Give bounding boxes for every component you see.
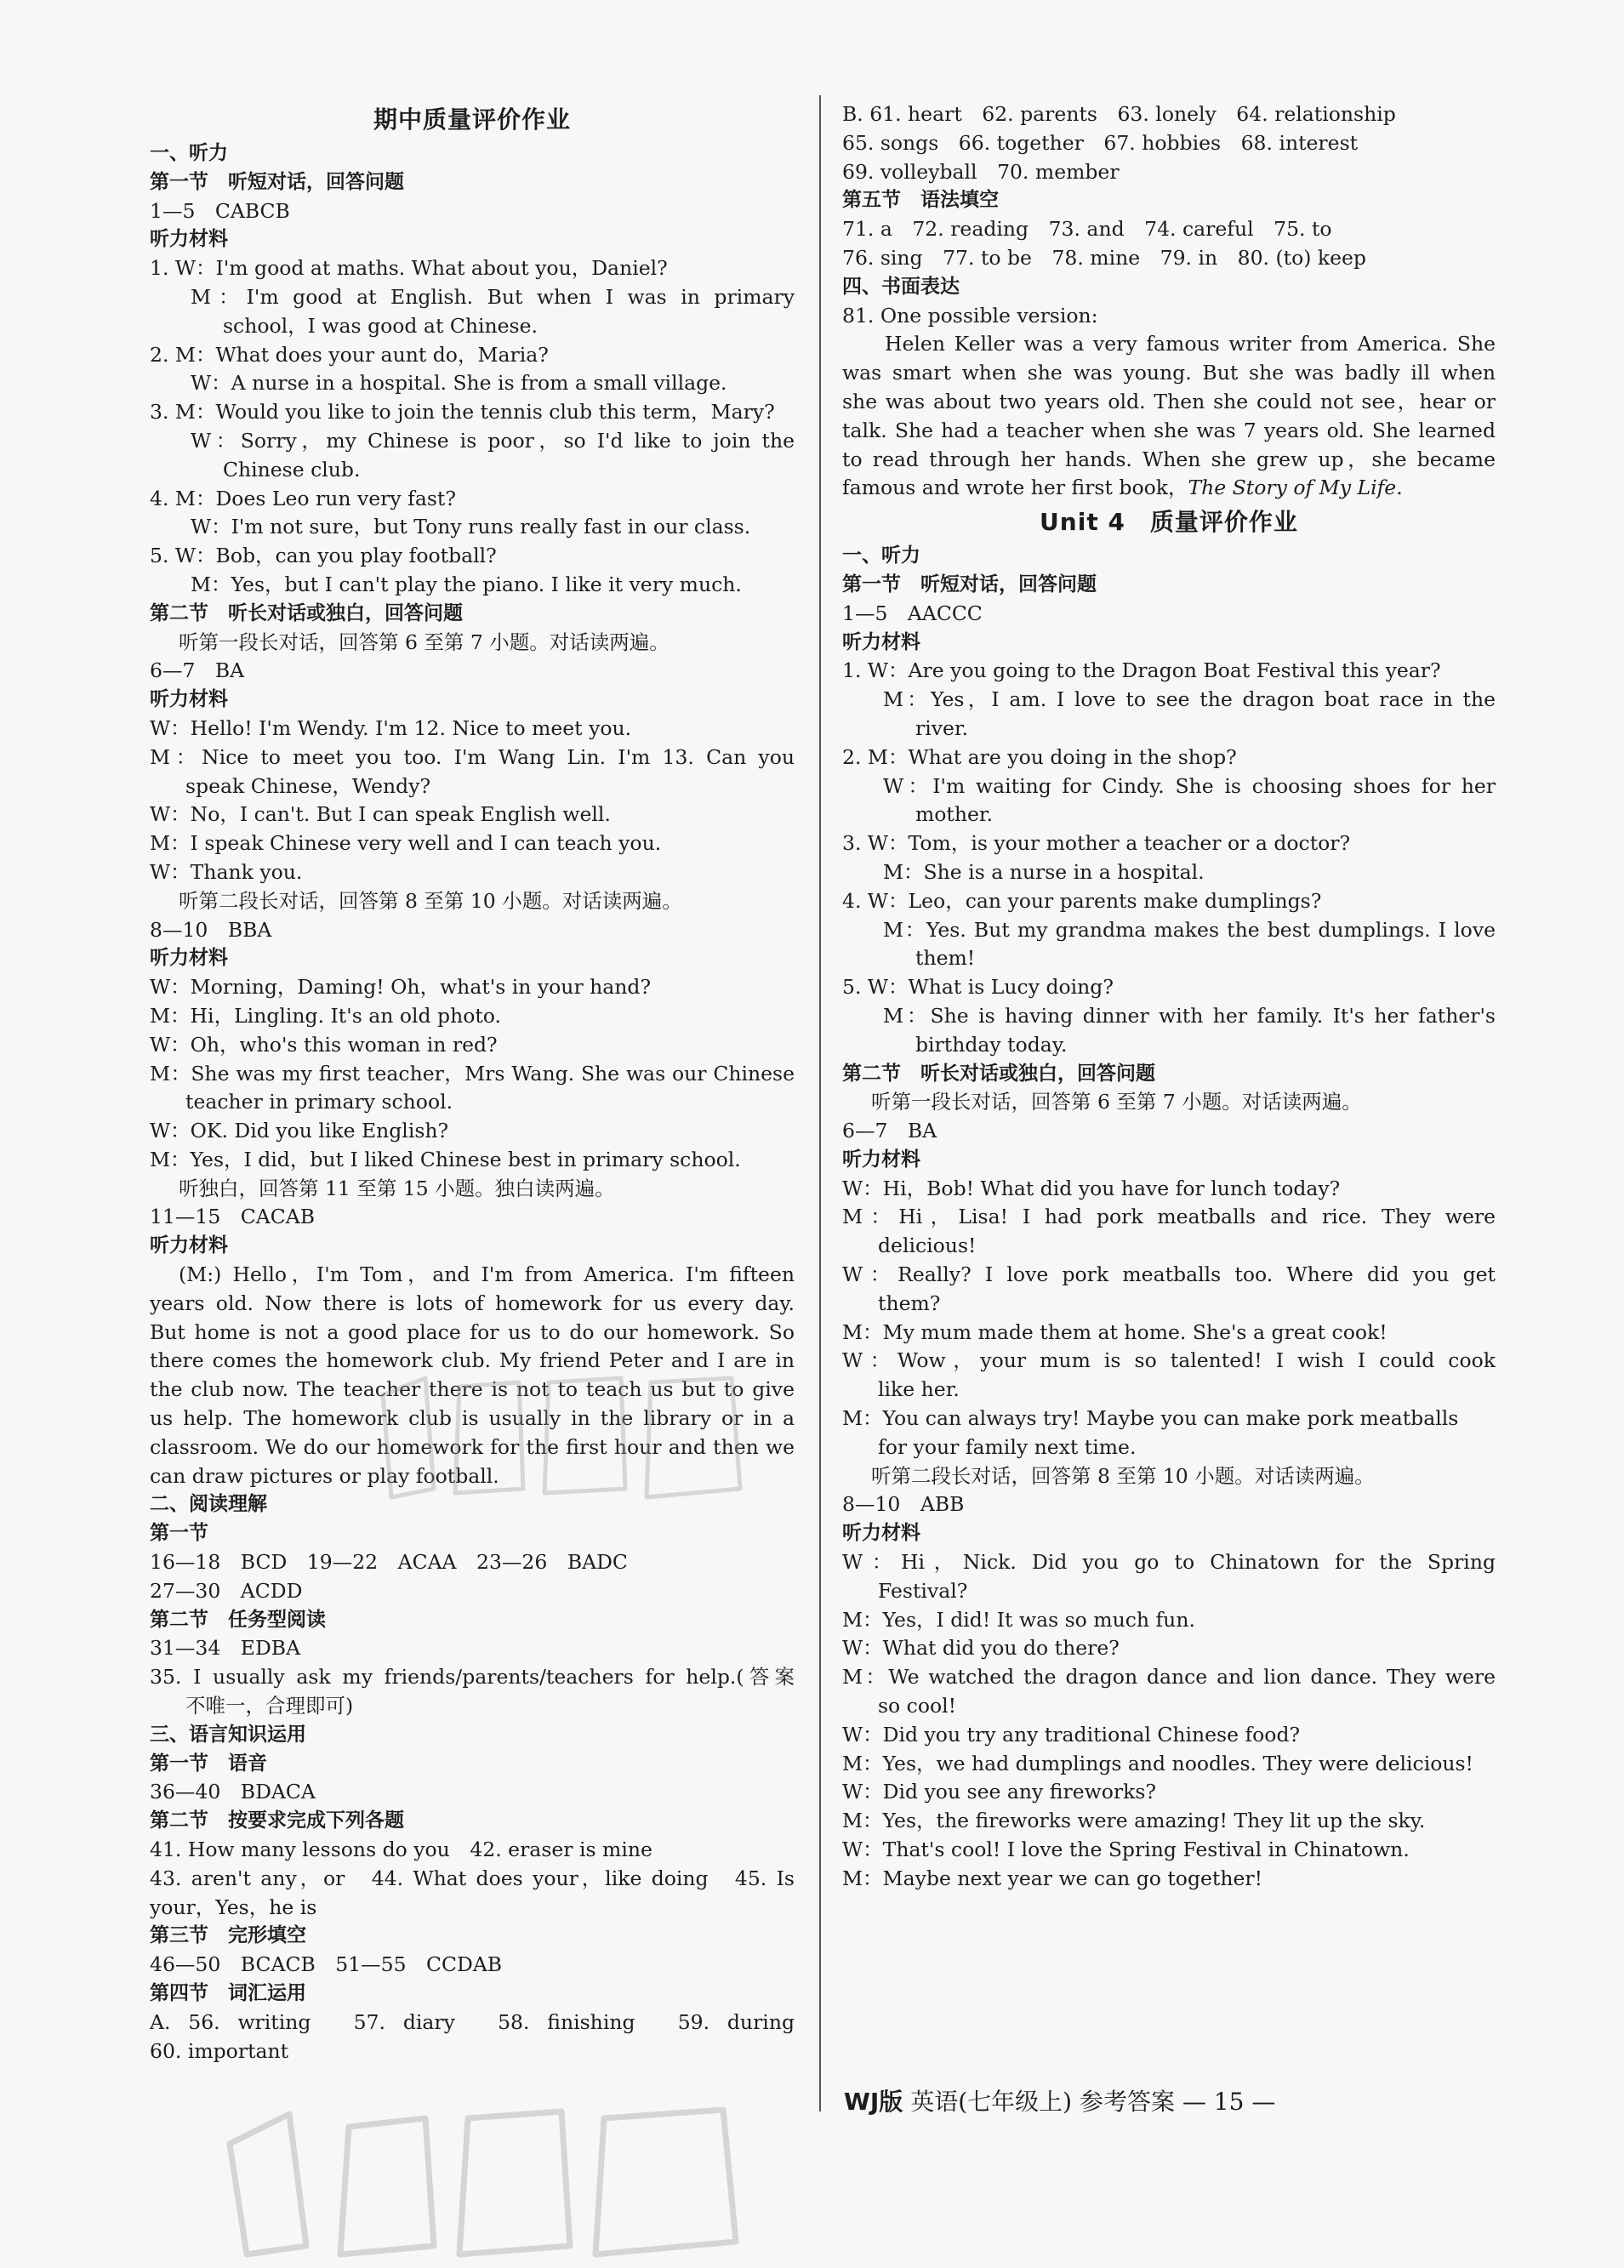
text-line: 6—7 BA (150, 658, 245, 683)
text-line: 1. W：I'm good at maths. What about you，Daniel? (150, 256, 668, 281)
text-line: M：Yes，we had dumplings and noodles. They were delicious! (842, 1751, 1473, 1775)
text-line: W：Really? I love pork meatballs too. Where did you get (842, 1262, 1496, 1287)
text-line: B. 61. heart 62. parents 63. lonely 64. relationship (842, 102, 1396, 126)
text-line: us help. The homework club is usually in the library or in a (150, 1406, 795, 1431)
section-heading: 第一节 (150, 1522, 208, 1545)
section-heading: 第二节 听长对话或独白，回答问题 (150, 601, 463, 624)
text-line: 听第一段长对话，回答第 6 至第 7 小题。对话读两遍。 (871, 1090, 1362, 1114)
text-line: 3. M：Would you like to join the tennis club this term，Mary? (150, 400, 775, 425)
right-column (842, 100, 1496, 1894)
book-title: The Story of My Life (1188, 476, 1397, 500)
page-footer (844, 2083, 1286, 2122)
text-line: 4. W：Leo，can your parents make dumplings? (842, 888, 1322, 913)
text-line: M：You can always try! Maybe you can make pork meatballs (842, 1406, 1459, 1431)
text-line: 16—18 BCD 19—22 ACAA 23—26 BADC (150, 1550, 628, 1575)
text-line: famous and wrote her first book，The Story of My Life. (842, 476, 1403, 500)
section-heading: 第五节 语法填空 (842, 189, 999, 212)
text-line: speak Chinese，Wendy? (185, 773, 431, 798)
text-line: W：Hello! I'm Wendy. I'm 12. Nice to meet you. (150, 715, 632, 740)
text-line: Helen Keller was a very famous writer from America. She (885, 332, 1496, 356)
text-line: W：Hi，Bob! What did you have for lunch today? (842, 1176, 1341, 1200)
section-heading: 第一节 语音 (150, 1752, 267, 1775)
text-line: W：Did you try any traditional Chinese food? (842, 1722, 1301, 1747)
text-line: M：Yes，I did! It was so much fun. (842, 1607, 1195, 1632)
section-heading: 第二节 按要求完成下列各题 (150, 1809, 404, 1832)
text-line: 36—40 BDACA (150, 1780, 316, 1804)
section-heading: 二、阅读理解 (150, 1493, 267, 1516)
text-line: M：Yes，the fireworks were amazing! They lit up the sky. (842, 1809, 1426, 1833)
text-line: 69. volleyball 70. member (842, 159, 1120, 184)
text-line: W：Wow，your mum is so talented! I wish I could cook (842, 1348, 1496, 1373)
section-heading: 第一节 听短对话，回答问题 (842, 573, 1097, 595)
text-line: W：Morning，Daming! Oh，what's in your hand? (150, 975, 652, 1000)
text-line: M：Maybe next year we can go together! (842, 1866, 1263, 1890)
section-heading: 第二节 任务型阅读 (150, 1608, 326, 1631)
text-line: W：OK. Did you like English? (150, 1119, 449, 1143)
text-line: 27—30 ACDD (150, 1578, 303, 1603)
text-line: 听第二段长对话，回答第 8 至第 10 小题。对话读两遍。 (179, 888, 682, 913)
text-line: mother. (915, 802, 994, 827)
text-line: M：She was my first teacher，Mrs Wang. She was our Chinese (150, 1061, 795, 1086)
text-line: 76. sing 77. to be 78. mine 79. in 80. (to) keep (842, 245, 1366, 270)
section-heading: 听力材料 (150, 947, 228, 970)
section-heading: 四、书面表达 (842, 275, 960, 298)
section-heading: 第一节 听短对话，回答问题 (150, 170, 404, 193)
text-line: 71. a 72. reading 73. and 74. careful 75. to (842, 217, 1332, 242)
text-line: W：No，I can't. But I can speak English well. (150, 802, 611, 827)
text-line: school，I was good at Chinese. (223, 313, 538, 338)
text-line: M：I speak Chinese very well and I can teach you. (150, 831, 662, 856)
text-line: 5. W：What is Lucy doing? (842, 975, 1114, 1000)
text-line: M：I'm good at English. But when I was in primary (191, 284, 795, 309)
section-heading: 三、语言知识运用 (150, 1723, 306, 1746)
text-line: M：Yes，but I can't play the piano. I like it very much. (191, 572, 742, 596)
text-line: M：She is having dinner with her family. It's her father's (883, 1003, 1496, 1028)
text-line: them? (878, 1291, 941, 1315)
text-line: W：Oh，who's this woman in red? (150, 1032, 498, 1057)
text-line: 1. W：Are you going to the Dragon Boat Festival this year? (842, 658, 1441, 683)
text-line: W：That's cool! I love the Spring Festival in Chinatown. (842, 1838, 1410, 1862)
text-line: M：Yes. But my grandma makes the best dumplings. I love (883, 917, 1496, 942)
text-line: birthday today. (915, 1032, 1068, 1057)
text-line: 8—10 ABB (842, 1492, 965, 1517)
text-line: your，Yes，he is (150, 1895, 317, 1919)
section-heading: 听力材料 (842, 1148, 920, 1171)
section-heading: 听力材料 (150, 1234, 228, 1257)
text-line: But home is not a good place for us to do our homework. So (150, 1319, 795, 1344)
section-title: 期中质量评价作业 (373, 105, 571, 134)
text-line: delicious! (878, 1234, 977, 1258)
text-line: 1—5 CABCB (150, 198, 290, 223)
text-line: W：Did you see any fireworks? (842, 1780, 1157, 1804)
text-line: so cool! (878, 1694, 957, 1718)
text-line: for your family next time. (878, 1434, 1137, 1459)
text-line: she was about two years old. Then she could not see，hear or (842, 389, 1496, 413)
section-heading: 听力材料 (150, 228, 228, 251)
text-line: to read through her hands. When she grew up，she became (842, 447, 1496, 471)
text-line: 35. I usually ask my friends/parents/teachers for help.(答案 (150, 1665, 795, 1690)
text-line: 5. W：Bob，can you play football? (150, 544, 497, 568)
column-divider (819, 95, 821, 2111)
text-line: river. (915, 715, 969, 740)
text-line: 60. important (150, 2038, 289, 2063)
text-line: classroom. We do our homework for the first hour and then we (150, 1434, 795, 1459)
text-line: 31—34 EDBA (150, 1636, 301, 1661)
text-line: W：A nurse in a hospital. She is from a small village. (191, 371, 727, 396)
text-line: there comes the homework club. My friend Peter and I are in (150, 1348, 795, 1373)
text-line: Festival? (878, 1578, 968, 1603)
text-line: W：I'm waiting for Cindy. She is choosing shoes for her (883, 773, 1496, 798)
text-line: 81. One possible version: (842, 303, 1098, 328)
text-line: M：My mum made them at home. She's a great cook! (842, 1319, 1388, 1344)
text-line: years old. Now there is lots of homework for us every day. (150, 1291, 795, 1315)
text-line: Chinese club. (223, 457, 361, 482)
text-line: 8—10 BBA (150, 917, 272, 942)
text-line: 不唯一，合理即可) (185, 1694, 354, 1718)
text-line: them! (915, 946, 976, 971)
section-heading: 第四节 词汇运用 (150, 1982, 306, 2004)
text-line: 41. How many lessons do you 42. eraser is mine (150, 1838, 652, 1862)
text-line: 11—15 CACAB (150, 1205, 315, 1229)
text-line: 听第二段长对话，回答第 8 至第 10 小题。对话读两遍。 (871, 1463, 1375, 1488)
text-line: 43. aren't any，or 44. What does your，like doing 45. Is (150, 1866, 795, 1890)
section-heading: 听力材料 (842, 630, 920, 653)
subject-label: 英语(七年级上) (910, 2088, 1073, 2116)
text-line: W：Thank you. (150, 859, 303, 884)
section-heading: 第二节 听长对话或独白，回答问题 (842, 1062, 1155, 1085)
text-line: 65. songs 66. together 67. hobbies 68. interest (842, 130, 1359, 155)
text-line: teacher in primary school. (185, 1090, 453, 1114)
text-line: 听独白，回答第 11 至第 15 小题。独白读两遍。 (179, 1176, 615, 1200)
text-line: W：Hi，Nick. Did you go to Chinatown for the Spring (842, 1550, 1496, 1575)
text-line: A. 56. writing 57. diary 58. finishing 59. during (150, 2009, 795, 2034)
text-line: was smart when she was young. But she was badly ill when (842, 361, 1496, 385)
edition-label: WJ版 (844, 2088, 903, 2116)
watermark-logo (366, 1361, 757, 1506)
text-line: the club now. The teacher there is not to teach us but to give (150, 1377, 795, 1402)
section-label: 参考答案 (1079, 2088, 1175, 2116)
text-line: 2. M：What are you doing in the shop? (842, 744, 1237, 769)
text-line: (M:) Hello，I'm Tom，and I'm from America. I'm fifteen (179, 1262, 795, 1287)
text-line: 6—7 BA (842, 1119, 937, 1143)
text-line: can draw pictures or play football. (150, 1463, 499, 1488)
page-number: — 15 — (1182, 2088, 1276, 2116)
section-heading: 一、听力 (842, 544, 920, 567)
section-title: Unit 4 质量评价作业 (1040, 508, 1298, 537)
text-line: M：Hi，Lingling. It's an old photo. (150, 1003, 502, 1028)
text-line: talk. She had a teacher when she was 7 years old. She learned (842, 418, 1496, 442)
text-line: M：Hi，Lisa! I had pork meatballs and rice. They were (842, 1205, 1496, 1229)
text-line: like her. (878, 1377, 960, 1402)
section-heading: 听力材料 (150, 688, 228, 711)
watermark-logo-bottom (213, 2093, 757, 2263)
text-line: W：What did you do there? (842, 1636, 1120, 1661)
section-heading: 一、听力 (150, 142, 228, 164)
text-line: M：Yes，I am. I love to see the dragon boat race in the (883, 687, 1496, 712)
text-line: M：She is a nurse in a hospital. (883, 859, 1205, 884)
text-line: 4. M：Does Leo run very fast? (150, 486, 456, 510)
section-heading: 第三节 完形填空 (150, 1924, 306, 1947)
section-heading: 听力材料 (842, 1522, 920, 1545)
text-line: 2. M：What does your aunt do，Maria? (150, 342, 549, 367)
text-line: W：I'm not sure，but Tony runs really fast in our class. (191, 515, 751, 539)
text-line: M：Yes，I did，but I liked Chinese best in primary school. (150, 1147, 741, 1171)
left-column (150, 100, 795, 2066)
text-line: 听第一段长对话，回答第 6 至第 7 小题。对话读两遍。 (179, 630, 670, 654)
text-line: M：Nice to meet you too. I'm Wang Lin. I'm 13. Can you (150, 744, 795, 769)
text-line: 1—5 AACCC (842, 601, 983, 625)
text-line: 46—50 BCACB 51—55 CCDAB (150, 1952, 503, 1977)
text-line: M：We watched the dragon dance and lion dance. They were (842, 1665, 1496, 1690)
text-line: W：Sorry，my Chinese is poor，so I'd like to join the (191, 428, 795, 453)
text-line: 3. W：Tom，is your mother a teacher or a doctor? (842, 831, 1351, 856)
